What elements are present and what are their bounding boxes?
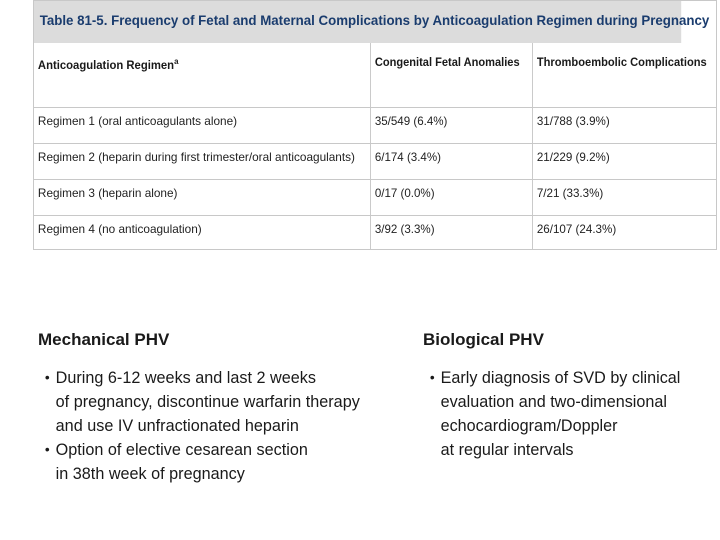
thrombo-cell: 31/788 (3.9%) xyxy=(532,108,710,143)
mechanical-bullet-list xyxy=(38,366,378,485)
header-anomalies: Congenital Fetal Anomalies xyxy=(370,43,526,107)
thrombo-cell: 7/21 (33.3%) xyxy=(532,180,710,215)
bullet-text: Early diagnosis of SVD by clinical xyxy=(440,369,681,387)
header-footnote-marker: a xyxy=(174,57,179,66)
biological-bullet-list xyxy=(423,366,713,462)
regimen-cell: Regimen 2 (heparin during first trimester/oral anticoagulants) xyxy=(37,150,355,164)
anomalies-cell: 6/174 (3.4%) xyxy=(370,144,526,179)
bullet-line xyxy=(38,414,372,438)
anomalies-cell: 0/17 (0.0%) xyxy=(370,180,526,215)
biological-phv-title: Biological PHV xyxy=(423,330,544,349)
bullet-text: echocardiogram/Doppler xyxy=(440,417,618,435)
table-row xyxy=(34,180,716,216)
thrombo-cell: 21/229 (9.2%) xyxy=(532,144,710,179)
biological-phv-section xyxy=(423,330,713,470)
bullet-line xyxy=(423,390,707,414)
header-regimen-label: Anticoagulation Regimen xyxy=(37,59,175,72)
regimen-cell: Regimen 1 (oral anticoagulants alone) xyxy=(37,114,238,128)
bullet-line xyxy=(38,366,372,390)
table-row xyxy=(34,216,716,250)
bullet-text: Option of elective cesarean section xyxy=(55,441,308,459)
bullet-text: in 38th week of pregnancy xyxy=(55,465,245,483)
regimen-cell: Regimen 3 (heparin alone) xyxy=(37,186,178,200)
regimen-cell: Regimen 4 (no anticoagulation) xyxy=(37,222,202,236)
complications-table xyxy=(33,0,717,250)
bullet-line xyxy=(38,390,372,414)
bullet-text: of pregnancy, discontinue warfarin therapy xyxy=(55,393,360,411)
bullet-line xyxy=(423,414,707,438)
bullet-icon: • xyxy=(44,441,50,457)
bullet-line xyxy=(38,438,372,462)
header-regimen xyxy=(34,43,364,107)
bullet-text: evaluation and two-dimensional xyxy=(440,393,667,411)
table-row xyxy=(34,108,716,144)
bullet-icon: • xyxy=(429,369,435,385)
bullet-text: at regular intervals xyxy=(440,441,574,459)
bullet-text: and use IV unfractionated heparin xyxy=(55,417,299,435)
mechanical-phv-title: Mechanical PHV xyxy=(38,330,170,349)
mechanical-phv-section xyxy=(38,330,378,485)
bullet-line xyxy=(423,438,707,462)
table-title: Table 81-5. Frequency of Fetal and Maternal Complications by Anticoagulation Regimen during Pregnancy xyxy=(34,1,681,43)
bullet-icon: • xyxy=(44,369,50,385)
anomalies-cell: 3/92 (3.3%) xyxy=(370,216,526,250)
table-header-row xyxy=(34,43,716,108)
bullet-line xyxy=(38,462,372,485)
thrombo-cell: 26/107 (24.3%) xyxy=(532,216,710,250)
bullet-line xyxy=(423,366,707,390)
bullet-text: During 6-12 weeks and last 2 weeks xyxy=(55,369,316,387)
header-thromboembolic: Thromboembolic Complications xyxy=(532,43,710,107)
anomalies-cell: 35/549 (6.4%) xyxy=(370,108,526,143)
table-row xyxy=(34,144,716,180)
